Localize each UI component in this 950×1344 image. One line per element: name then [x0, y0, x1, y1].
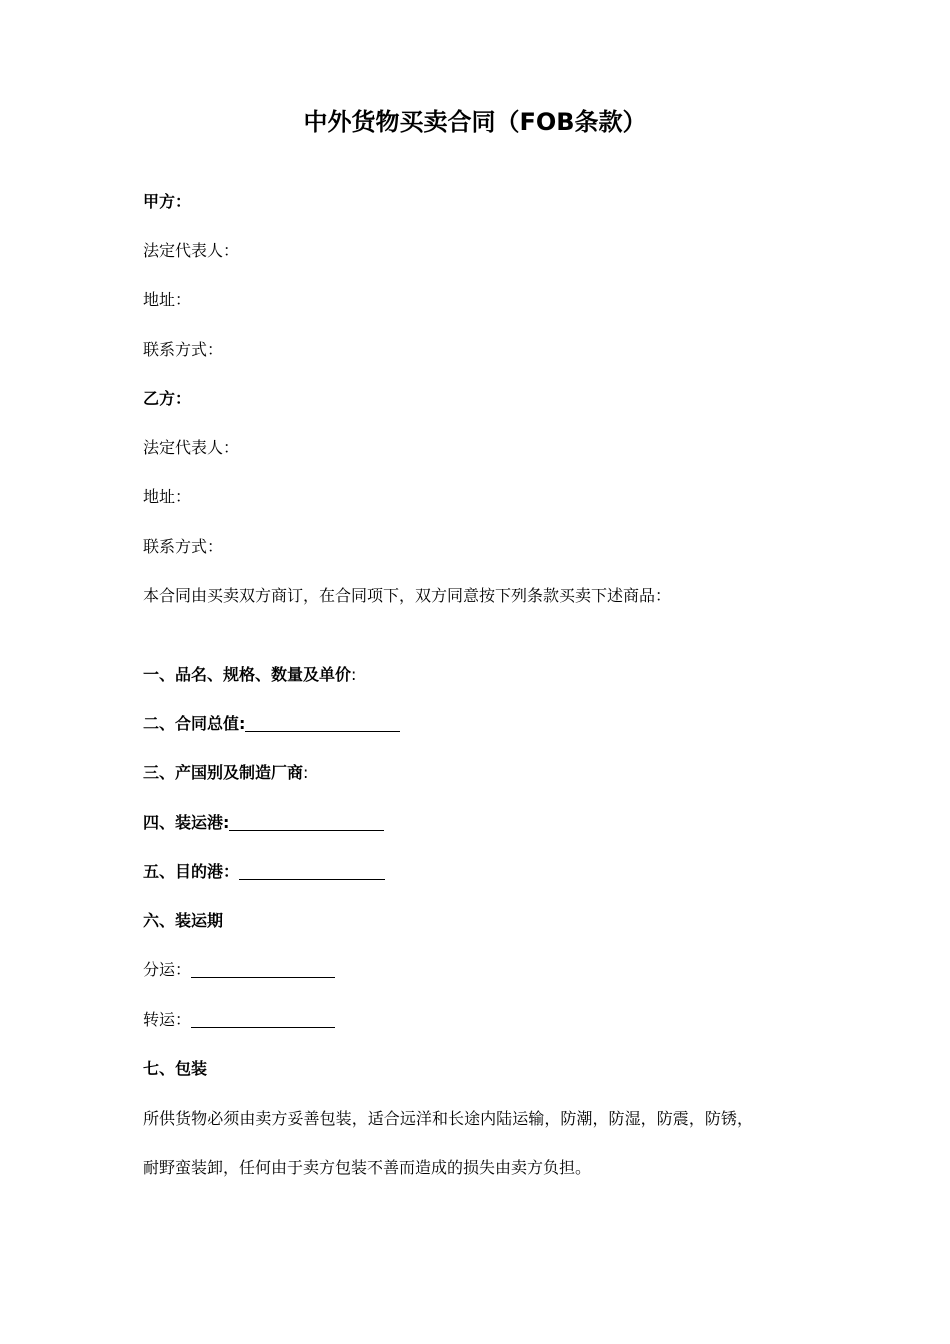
partial-shipment [143, 958, 335, 982]
loading-port-blank[interactable] [229, 814, 384, 831]
clause-6-heading: 六、装运期 [143, 911, 224, 930]
contract-value-blank[interactable] [245, 715, 400, 732]
document-title: 中外货物买卖合同（FOB条款） [303, 108, 647, 136]
clause-2 [143, 712, 400, 736]
clause-3-colon: : [303, 763, 309, 782]
transshipment-blank[interactable] [191, 1011, 335, 1028]
clause-1-heading: 一、品名、规格、数量及单价 [143, 665, 352, 684]
transshipment-label: 转运： [143, 1010, 192, 1029]
party-b-representative: 法定代表人： [143, 438, 240, 457]
transshipment [143, 1008, 335, 1032]
party-a-representative: 法定代表人： [143, 241, 240, 260]
clause-5 [143, 860, 385, 884]
party-a-label: 甲方： [143, 192, 192, 211]
clause-1 [143, 663, 356, 687]
party-a-contact: 联系方式： [143, 340, 224, 359]
party-b-label: 乙方： [143, 389, 192, 408]
contract-intro: 本合同由买卖双方商订，在合同项下，双方同意按下列条款买卖下述商品： [143, 586, 672, 605]
clause-4-heading: 四、装运港: [143, 813, 230, 832]
clause-3-heading: 三、产国别及制造厂商 [143, 763, 304, 782]
destination-port-blank[interactable] [239, 863, 385, 880]
party-b-contact: 联系方式： [143, 537, 224, 556]
packing-clause-text: 所供货物必须由卖方妥善包装，适合远洋和长途内陆运输，防潮，防湿，防震，防锈，耐野蛮装卸，任何由于卖方包装不善而造成的损失由卖方负担。 [143, 1109, 753, 1177]
clause-5-heading: 五、目的港： [143, 862, 240, 881]
clause-2-heading: 二、合同总值: [143, 714, 246, 733]
partial-shipment-label: 分运： [143, 960, 192, 979]
partial-shipment-blank[interactable] [191, 961, 335, 978]
party-a-address: 地址： [143, 290, 192, 309]
party-b-address: 地址： [143, 487, 192, 506]
clause-1-colon: : [351, 665, 357, 684]
clause-4 [143, 811, 384, 835]
clause-7-heading: 七、包装 [143, 1059, 208, 1078]
clause-3 [143, 761, 308, 785]
